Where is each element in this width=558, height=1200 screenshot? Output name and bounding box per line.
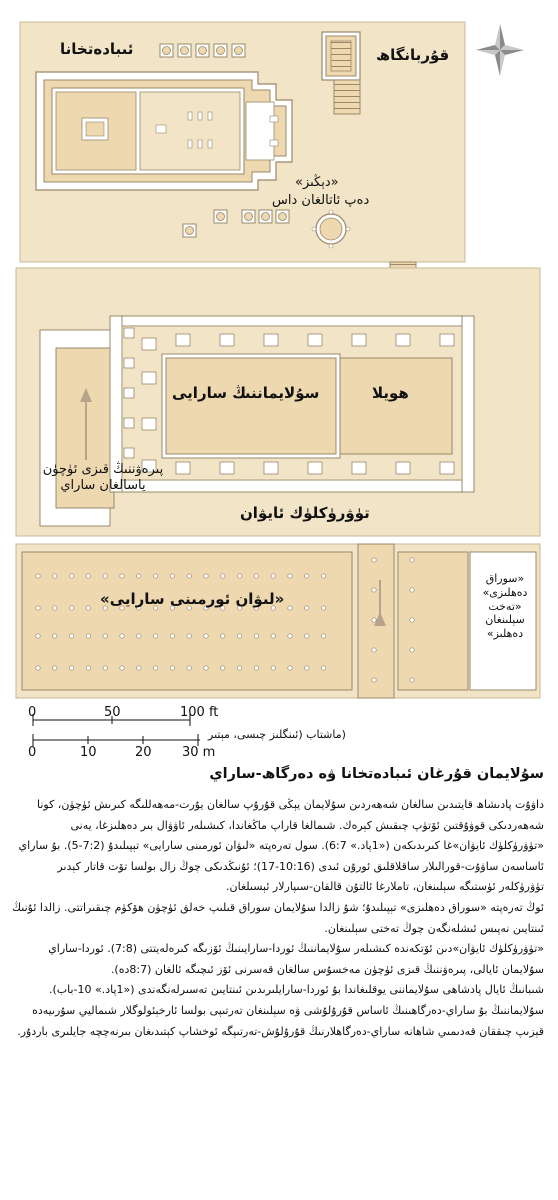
pillar	[86, 634, 90, 638]
pillar	[137, 666, 141, 670]
pillar	[237, 574, 241, 578]
pillar	[120, 574, 124, 578]
pillar	[103, 574, 107, 578]
scale-ft-50: 50	[104, 705, 121, 720]
pillar	[204, 574, 208, 578]
pillar	[137, 574, 141, 578]
pillar	[221, 574, 225, 578]
pillar	[69, 574, 73, 578]
pillar	[53, 574, 57, 578]
pillar	[288, 574, 292, 578]
label-solomon-palace: سۇلايماننىڭ سارايى	[172, 384, 320, 402]
pillar	[410, 618, 414, 622]
pillar	[372, 558, 376, 562]
pillar	[36, 634, 40, 638]
pillar	[221, 634, 225, 638]
pillar	[153, 574, 157, 578]
label-judgement-hall: «سوراق دەھلىزى» «تەخت سېلىنغان دەھلىز»	[482, 572, 528, 640]
pillar	[321, 606, 325, 610]
label-pillars-hall: تۈۋرۈكلۈك ئايۋان	[240, 504, 370, 522]
pillar	[187, 574, 191, 578]
pillar	[254, 666, 258, 670]
pillar	[86, 666, 90, 670]
scale-m-10: 10	[80, 745, 97, 760]
pillar	[86, 606, 90, 610]
label-holy-area: ئىبادەتخانا	[60, 40, 134, 58]
pillar	[53, 606, 57, 610]
pillar	[372, 618, 376, 622]
caption-paragraph: سۇلايماننىڭ بۇ ساراي-دەرگاھىنىڭ ئاساس قۇرۇلۇشى ۋە سېلىنغان تەرتىپى بولسا ئارخېئولوگلار شىماليي سۇرىيەدە قېزىپ چىققان قەدىمىي شاھانە ساراي-دەرگاھلارنىڭ قۇرۇلۇش-تەرتىپگە ئوخشاپ كېتىدىغان بىرنەچچە جايلىرى باردۇر.	[17, 1003, 544, 1038]
label-altar: قۇربانگاھ	[376, 46, 450, 64]
pillar	[372, 588, 376, 592]
pillar	[103, 666, 107, 670]
scale-m-0: 0	[28, 745, 37, 760]
pillar	[53, 634, 57, 638]
caption-body	[12, 795, 544, 1042]
pillar	[288, 666, 292, 670]
pillar	[69, 666, 73, 670]
caption-paragraph: ئوڭ تەرەپتە «سوراق دەھلىزى» تېپىلىدۇ؛ شۇ زالدا سۇلايمان سوراق قىلىپ خەلق ئۈچۈن ھۆكۈم چىقىراتتى. زالدا ئۇنىڭ ئىنتايىن نەپىس ئىشلەنگەن چوڭ تەختى سېلىنغان.	[12, 900, 544, 935]
pillar	[254, 634, 258, 638]
pillar	[187, 634, 191, 638]
pillar	[36, 574, 40, 578]
scale-ft-100: 100 ft	[180, 705, 219, 720]
pillar	[271, 666, 275, 670]
label-bronze-sea: دەپ ئاتالغان داس	[272, 193, 370, 208]
pillar	[305, 574, 309, 578]
label-hall: ھويلا	[372, 384, 409, 402]
pillar	[187, 666, 191, 670]
pillar	[321, 634, 325, 638]
pillar	[36, 666, 40, 670]
pillar	[120, 634, 124, 638]
pillar	[305, 666, 309, 670]
caption-paragraph: شىبانىڭ ئايال پادشاھى سۇلايماننى يوقلىغاندا بۇ ئوردا-سارايلىرىدىن ئىنتايىن تەسىرلەنگەندى («1پاد.» 10-باب).	[48, 983, 544, 997]
pillar	[321, 666, 325, 670]
pillar	[204, 666, 208, 670]
pillar	[305, 634, 309, 638]
pillar	[305, 606, 309, 610]
pillar	[69, 606, 73, 610]
pillar	[321, 574, 325, 578]
pillar	[153, 634, 157, 638]
pillar	[53, 666, 57, 670]
pillar	[120, 666, 124, 670]
label-sea: «دېڭىز»	[295, 175, 339, 190]
pillar	[170, 634, 174, 638]
lower-halls	[16, 544, 540, 698]
pillar	[204, 634, 208, 638]
pillar	[69, 634, 73, 638]
pillar	[170, 574, 174, 578]
compass-rose-icon	[476, 24, 524, 76]
pillar	[288, 606, 292, 610]
pillar	[271, 574, 275, 578]
temple-building	[36, 72, 292, 190]
scale-note: (ماشتاب (ئىنگلىز چىسى، مېتىر	[208, 728, 346, 741]
pillar	[103, 634, 107, 638]
pillar	[36, 606, 40, 610]
pillar	[221, 666, 225, 670]
label-forest-house: «لىۋان ئورمىنى سارايى»	[100, 590, 285, 608]
scale-m-30: 30 m	[182, 745, 216, 760]
pillar	[410, 558, 414, 562]
pillar	[170, 666, 174, 670]
label-pharaoh-daughter: پىرەۋننىڭ قىزى ئۈچۈن ياسالغان ساراي	[42, 462, 164, 494]
pillar	[288, 634, 292, 638]
pillar	[86, 574, 90, 578]
pillar	[237, 666, 241, 670]
pillar	[254, 574, 258, 578]
pillar	[410, 678, 414, 682]
caption-title: سۇلايمان قۇرغان ئىبادەتخانا ۋە دەرگاھ-ساراي	[209, 766, 544, 782]
pillar	[237, 634, 241, 638]
pillar	[410, 588, 414, 592]
pillar	[153, 666, 157, 670]
scale-ft-0: 0	[28, 705, 37, 720]
caption-paragraph: داۋۇت پادىشاھ قايتىدىن سالغان شەھەردىن سۇلايمان يېڭى قۇرۇپ سالغان يۇرت-مەھەللىگە كىرىش ئۈچۈن، كونا شەھەردىكى قوۋۇقتىن ئۆتۈپ چىقىش كېرەك. شىمالغا قاراپ ماڭغاندا، كىشىلەر ئاۋۋال بىر دەھلىزغا، يەنى «تۈۋرۈكلۈك ئايۋان»غا كىرىدىكەن («1پاد.» 6:7). سول تەرەپتە «لىۋان ئورمىنى سارايى» تېپىلىدۇ (7:2-5). بۇ ساراي ئاساسەن ساۋۇت-قورالىلار ساقلاقلىق ئورۇن ئىدى (10:16-17)؛ ئۇنىڭدىكى چوڭ زال بولسا تۆت قاتار كېدىر تۈۋرۈكلەر ئۈستىگە سېلىنغان، تاملارغا ئالتۇن قالقان-سىپارلار ئېسىلغان.	[18, 798, 544, 894]
pillar	[372, 678, 376, 682]
caption-paragraph: «تۈۋرۈكلۈك ئايۋان»دىن ئۆتكەندە كىشىلەر سۇلايماننىڭ ئوردا-سارايىنىڭ ئۆزىگە كىرەلەيتتى (7:8). ئوردا-ساراي سۇلايمان ئايالى، پىرەۋننىڭ قىزى ئۈچۈن مەخسۇس سالغان قەسرنى ئۆز ئىچىگە ئالغان (8:7دە).	[48, 942, 544, 976]
pillar	[271, 634, 275, 638]
pillar	[410, 648, 414, 652]
pillar	[372, 648, 376, 652]
pillar	[137, 634, 141, 638]
scale-m-20: 20	[135, 745, 152, 760]
